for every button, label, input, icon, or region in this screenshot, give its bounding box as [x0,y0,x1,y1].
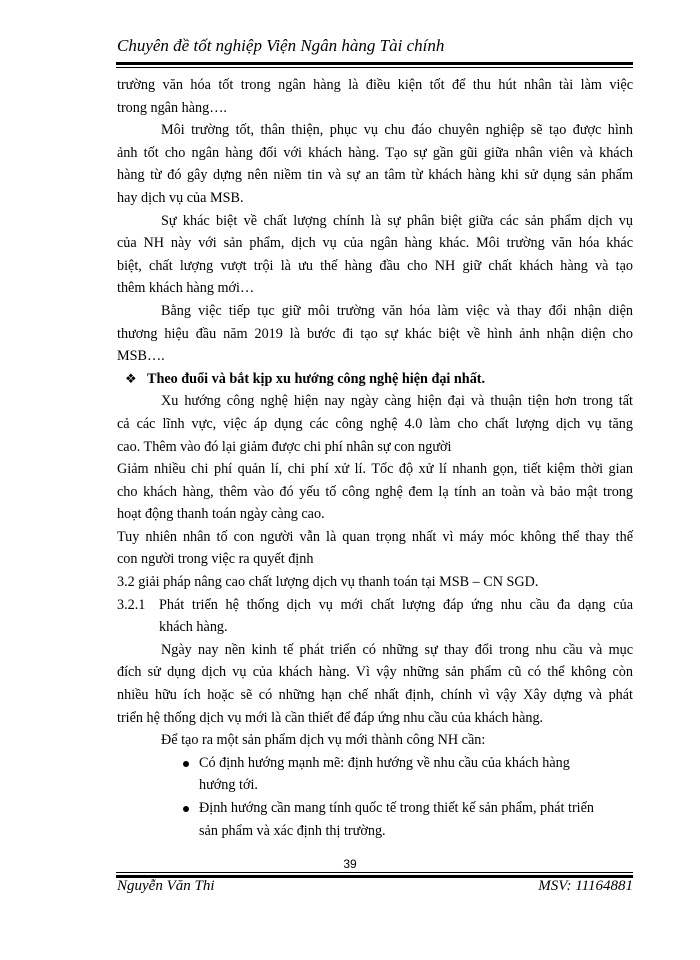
paragraph-line: Môi trường tốt, thân thiện, phục vụ chu đáo chuyên nghiệp sẽ tạo được hình [161,122,633,139]
paragraph-line: hoạt động thanh toán ngày càng cao. [117,506,325,523]
paragraph-line: trong ngân hàng…. [117,99,227,116]
paragraph-line: Xu hướng công nghệ hiện nay ngày càng hiện đại và thuận tiện hơn trong tất [161,393,633,410]
paragraph-line: Tuy nhiên nhân tố con người vẫn là quan trọng nhất vì máy móc không thể thay thế [117,528,633,545]
section-heading [117,368,633,391]
subsection-heading-text: khách hàng. [159,619,228,636]
paragraph-line: Giảm nhiều chi phí quản lí, chi phí xử lí. Tốc độ xử lí nhanh gọn, tiết kiệm thời gian [117,461,633,478]
bullet-text: Có định hướng mạnh mẽ: định hướng về nhu cầu của khách hàng [199,754,570,771]
page-number: 39 [343,857,357,871]
bullet-dot-icon [183,761,189,767]
subsection-number: 3.2.1 [117,596,146,613]
bullet-text: sản phẩm và xác định thị trường. [199,822,386,839]
paragraph-line: biệt, chất lượng vượt trội là ưu thế hàng đầu cho NH giữ chất khách hàng và tạo [117,257,633,274]
bullet-item-continued [117,820,633,843]
bullet-item [117,752,633,775]
subsection-heading [117,594,633,617]
header-title: Chuyên đề tốt nghiệp Viện Ngân hàng Tài chính [117,36,445,55]
bullet-text: Định hướng cần mang tính quốc tế trong thiết kế sản phẩm, phát triển [199,800,595,816]
paragraph-line: Bằng việc tiếp tục giữ môi trường văn hóa làm việc và thay đổi nhận diện [161,302,633,319]
paragraph-line: của NH này với sản phẩm, dịch vụ của ngân hàng khác. Môi trường văn hóa khác [117,235,633,252]
bullet-item-continued [117,774,633,797]
paragraph-line: hay dịch vụ của MSB. [117,189,244,206]
paragraph-line: thương hiệu đầu năm 2019 là bước đi tạo sự khác biệt về hình ảnh nhận diện cho [117,325,633,342]
paragraph-line: cao. Thêm vào đó lại giảm được chi phí nhân sự con người [117,438,452,455]
body-text [117,74,633,842]
header-rule-thick [116,62,633,65]
subsection-heading-continued [117,616,633,639]
footer-author: Nguyễn Văn Thi [117,878,215,894]
paragraph-line: Sự khác biệt về chất lượng chính là sự phân biệt giữa các sản phẩm dịch vụ [161,212,633,229]
bullet-text: hướng tới. [199,777,258,794]
subsection-heading-text: Phát triển hệ thống dịch vụ mới chất lượng đáp ứng nhu cầu đa dạng của [159,596,633,613]
paragraph-line: hàng từ đó gây dựng nên niềm tin và sự an tâm từ khách hàng khi sử dụng sản phẩm [117,167,633,184]
subsection-title: 3.2 giải pháp nâng cao chất lượng dịch vụ thanh toán tại MSB – CN SGD. [117,574,539,591]
paragraph-line: đích sử dụng dịch vụ của khách hàng. Vì vậy những sản phẩm cũ có thể không còn [117,664,633,681]
paragraph-line: Để tạo ra một sản phẩm dịch vụ mới thành công NH cần: [161,732,486,749]
bullet-item [117,797,633,820]
paragraph-line: ảnh tốt cho ngân hàng đối với khách hàng. Tạo sự gần gũi giữa nhân viên và khách [117,144,633,161]
header-rule-thin [116,67,633,68]
paragraph-line: Ngày nay nền kinh tế phát triển có những sự thay đổi trong nhu cầu và mục [161,641,633,658]
paragraph-line: trường văn hóa tốt trong ngân hàng là điều kiện tốt để thu hút nhân tài làm việc [117,77,633,93]
paragraph-line: cả các lĩnh vực, việc áp dụng các công nghệ 4.0 làm cho chất lượng dịch vụ tăng [117,415,633,432]
paragraph-line: triển hệ thống dịch vụ mới là cần thiết để đáp ứng nhu cầu của khách hàng. [117,709,544,726]
bullet-dot-icon [183,806,189,812]
paragraph-line: nhiều hữu ích hoặc sẽ có những hạn chế nhất định, chính vì vậy Xây dựng và phát [117,687,633,704]
paragraph-line: con người trong việc ra quyết định [117,551,314,568]
paragraph-line: cho khách hàng, thêm vào đó yếu tố công nghệ đem lạ tính an toàn và bảo mật trong [117,483,633,500]
footer-student-id: MSV: 11164881 [538,878,633,894]
section-heading-text: Theo đuổi và bắt kịp xu hướng công nghệ hiện đại nhất. [147,370,486,387]
diamond-bullet-icon: ❖ [125,370,137,386]
paragraph-line: thêm khách hàng mới… [117,280,255,297]
paragraph-line: MSB…. [117,348,165,365]
footer-rule-thin [116,872,633,873]
